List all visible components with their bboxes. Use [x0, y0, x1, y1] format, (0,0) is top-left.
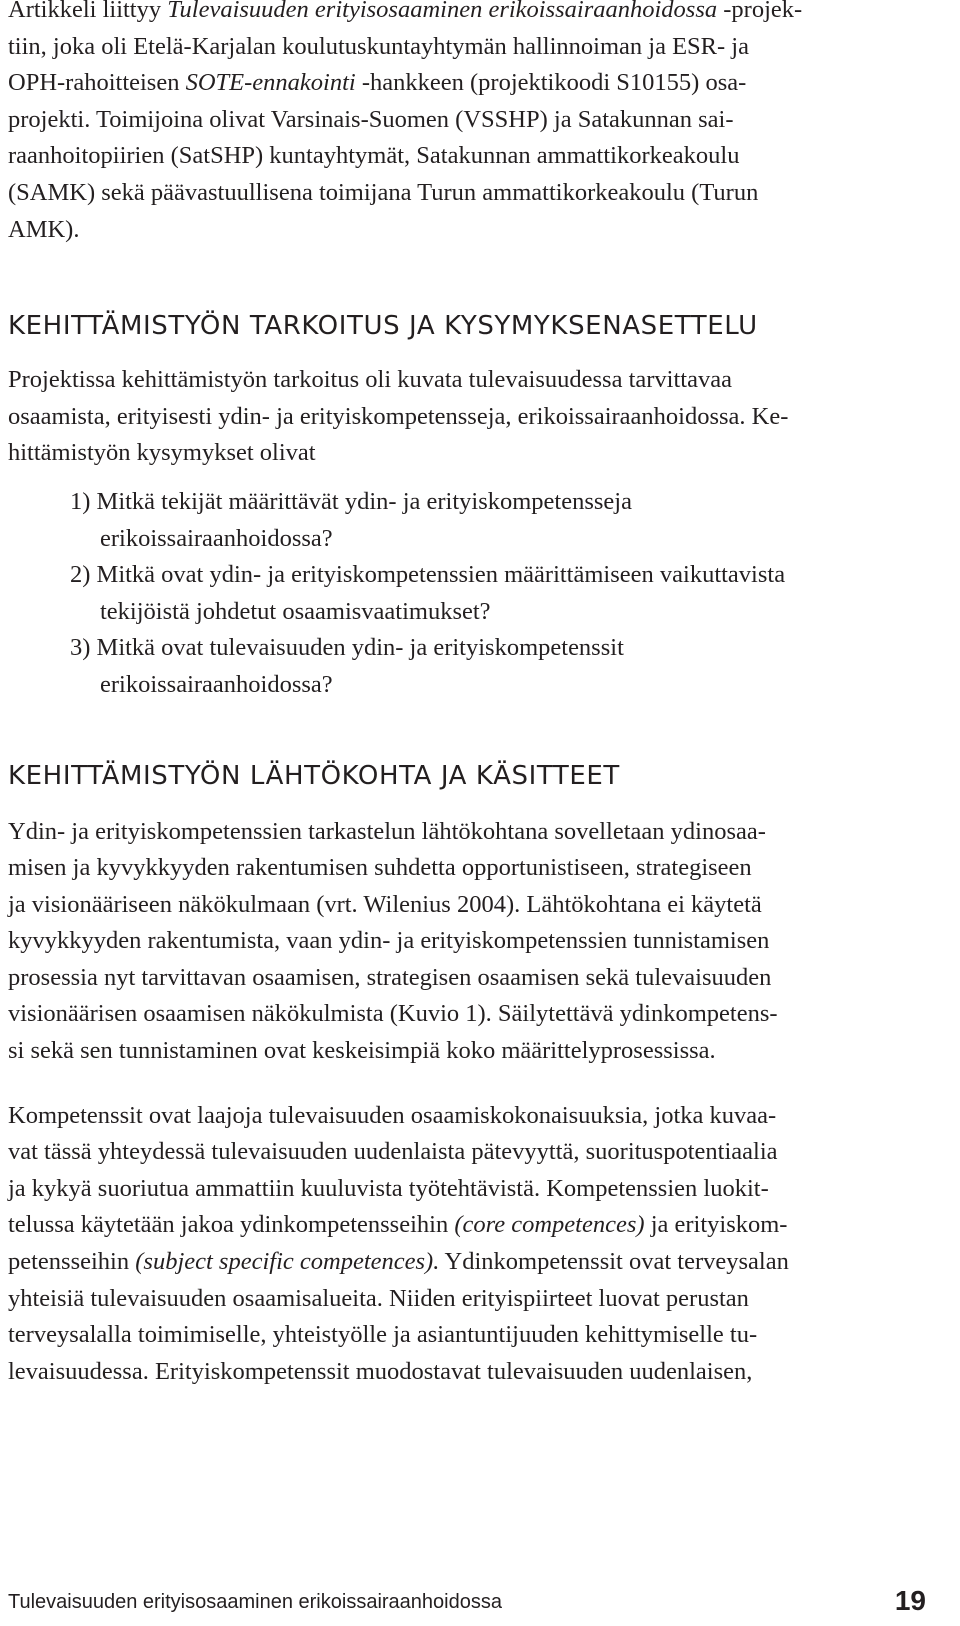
- question-item: [70, 484, 926, 557]
- project-name: Tulevaisuuden erityisosaaminen erikoissairaanhoidossa: [167, 0, 718, 23]
- competences-paragraph: [8, 1098, 926, 1391]
- paragraph-line: misen ja kyvykkyyden rakentumisen suhdetta opportunistiseen, strategiseen: [8, 854, 752, 882]
- question-line: tekijöistä johdetut osaamisvaatimukset?: [100, 597, 491, 625]
- question-line: erikoissairaanhoidossa?: [100, 524, 333, 552]
- paragraph-line: Projektissa kehittämistyön tarkoitus oli kuvata tulevaisuudessa tarvittavaa: [8, 366, 732, 394]
- paragraph-line: levaisuudessa. Erityiskompetenssit muodostavat tulevaisuuden uudenlaisen,: [8, 1357, 753, 1385]
- intro-line: -hankkeen (projektikoodi S10155) osa-: [355, 69, 747, 97]
- paragraph-line: ja erityiskom-: [644, 1211, 788, 1239]
- intro-line: OPH-rahoitteisen: [8, 69, 186, 97]
- paragraph-line: osaamista, erityisesti ydin- ja erityiskompetensseja, erikoissairaanhoidossa. Ke-: [8, 402, 789, 430]
- paragraph-line: hittämistyön kysymykset olivat: [8, 439, 316, 467]
- paragraph-line: telussa käytetään jakoa ydinkompetensseihin: [8, 1211, 455, 1239]
- paragraph-line: prosessia nyt tarvittavan osaamisen, strategisen osaamisen sekä tulevaisuuden: [8, 963, 772, 991]
- paragraph-line: si sekä sen tunnistaminen ovat keskeisimpiä koko määrittelyprosessissa.: [8, 1037, 716, 1065]
- paragraph-line: kyvykkyyden rakentumista, vaan ydin- ja erityiskompetenssien tunnistamisen: [8, 927, 770, 955]
- question-line: 1) Mitkä tekijät määrittävät ydin- ja erityiskompetensseja: [70, 487, 632, 515]
- page-number: 19: [894, 1585, 926, 1616]
- intro-line: raanhoitopiirien (SatSHP) kuntayhtymät, Satakunnan ammattikorkeakoulu: [8, 142, 740, 170]
- intro-paragraph: [8, 0, 926, 248]
- intro-line: projekti. Toimijoina olivat Varsinais-Suomen (VSSHP) ja Satakunnan sai-: [8, 105, 734, 133]
- intro-line: -projek-: [717, 0, 803, 23]
- intro-line: tiin, joka oli Etelä-Karjalan koulutuskuntayhtymän hallinnoiman ja ESR- ja: [8, 32, 749, 60]
- paragraph-line: vat tässä yhteydessä tulevaisuuden uudenlaista pätevyyttä, suorituspotentiaalia: [8, 1138, 778, 1166]
- section-heading-background: KEHITTÄMISTYÖN LÄHTÖKOHTA JA KÄSITTEET: [8, 760, 620, 791]
- paragraph-line: Ydinkompetenssit ovat terveysalan: [439, 1248, 789, 1276]
- paragraph-line: Kompetenssit ovat laajoja tulevaisuuden osaamiskokonaisuuksia, jotka kuvaa-: [8, 1101, 777, 1129]
- term-subject-specific-competences: (subject specific competences).: [135, 1248, 440, 1276]
- question-line: 2) Mitkä ovat ydin- ja erityiskompetenssien määrittämiseen vaikuttavista: [70, 561, 786, 589]
- paragraph-line: ja visionääriseen näkökulmaan (vrt. Wilenius 2004). Lähtökohtana ei käytetä: [8, 890, 762, 918]
- page-content: [8, 0, 926, 1390]
- page-footer: [8, 1587, 926, 1617]
- intro-line: Artikkeli liittyy: [8, 0, 168, 23]
- section-heading-purpose: KEHITTÄMISTYÖN TARKOITUS JA KYSYMYKSENASETTELU: [8, 311, 758, 342]
- question-line: 3) Mitkä ovat tulevaisuuden ydin- ja erityiskompetenssit: [70, 634, 624, 662]
- paragraph-line: ja kykyä suoriutua ammattiin kuuluvista työtehtävistä. Kompetenssien luokit-: [8, 1174, 769, 1202]
- intro-line: (SAMK) sekä päävastuullisena toimijana Turun ammattikorkeakoulu (Turun: [8, 178, 759, 206]
- question-item: [70, 630, 926, 703]
- paragraph-line: yhteisiä tulevaisuuden osaamisalueita. Niiden erityispiirteet luovat perustan: [8, 1284, 749, 1312]
- question-line: erikoissairaanhoidossa?: [100, 670, 333, 698]
- question-list: [8, 484, 926, 704]
- paragraph-line: terveysalalla toimimiselle, yhteistyölle ja asiantuntijuuden kehittymiselle tu-: [8, 1321, 758, 1349]
- background-paragraph: [8, 814, 926, 1070]
- paragraph-line: visionäärisen osaamisen näkökulmista (Kuvio 1). Säilytettävä ydinkompetens-: [8, 1000, 778, 1028]
- question-item: [70, 557, 926, 630]
- term-core-competences: (core competences): [454, 1211, 645, 1239]
- running-footer-title: Tulevaisuuden erityisosaaminen erikoissairaanhoidossa: [8, 1591, 502, 1613]
- paragraph-line: Ydin- ja erityiskompetenssien tarkastelun lähtökohtana sovelletaan ydinosaa-: [8, 817, 766, 845]
- purpose-paragraph: [8, 362, 926, 472]
- project-name-sote: SOTE-ennakointi: [185, 69, 356, 97]
- intro-line: AMK).: [8, 215, 80, 243]
- paragraph-line: petensseihin: [8, 1248, 136, 1276]
